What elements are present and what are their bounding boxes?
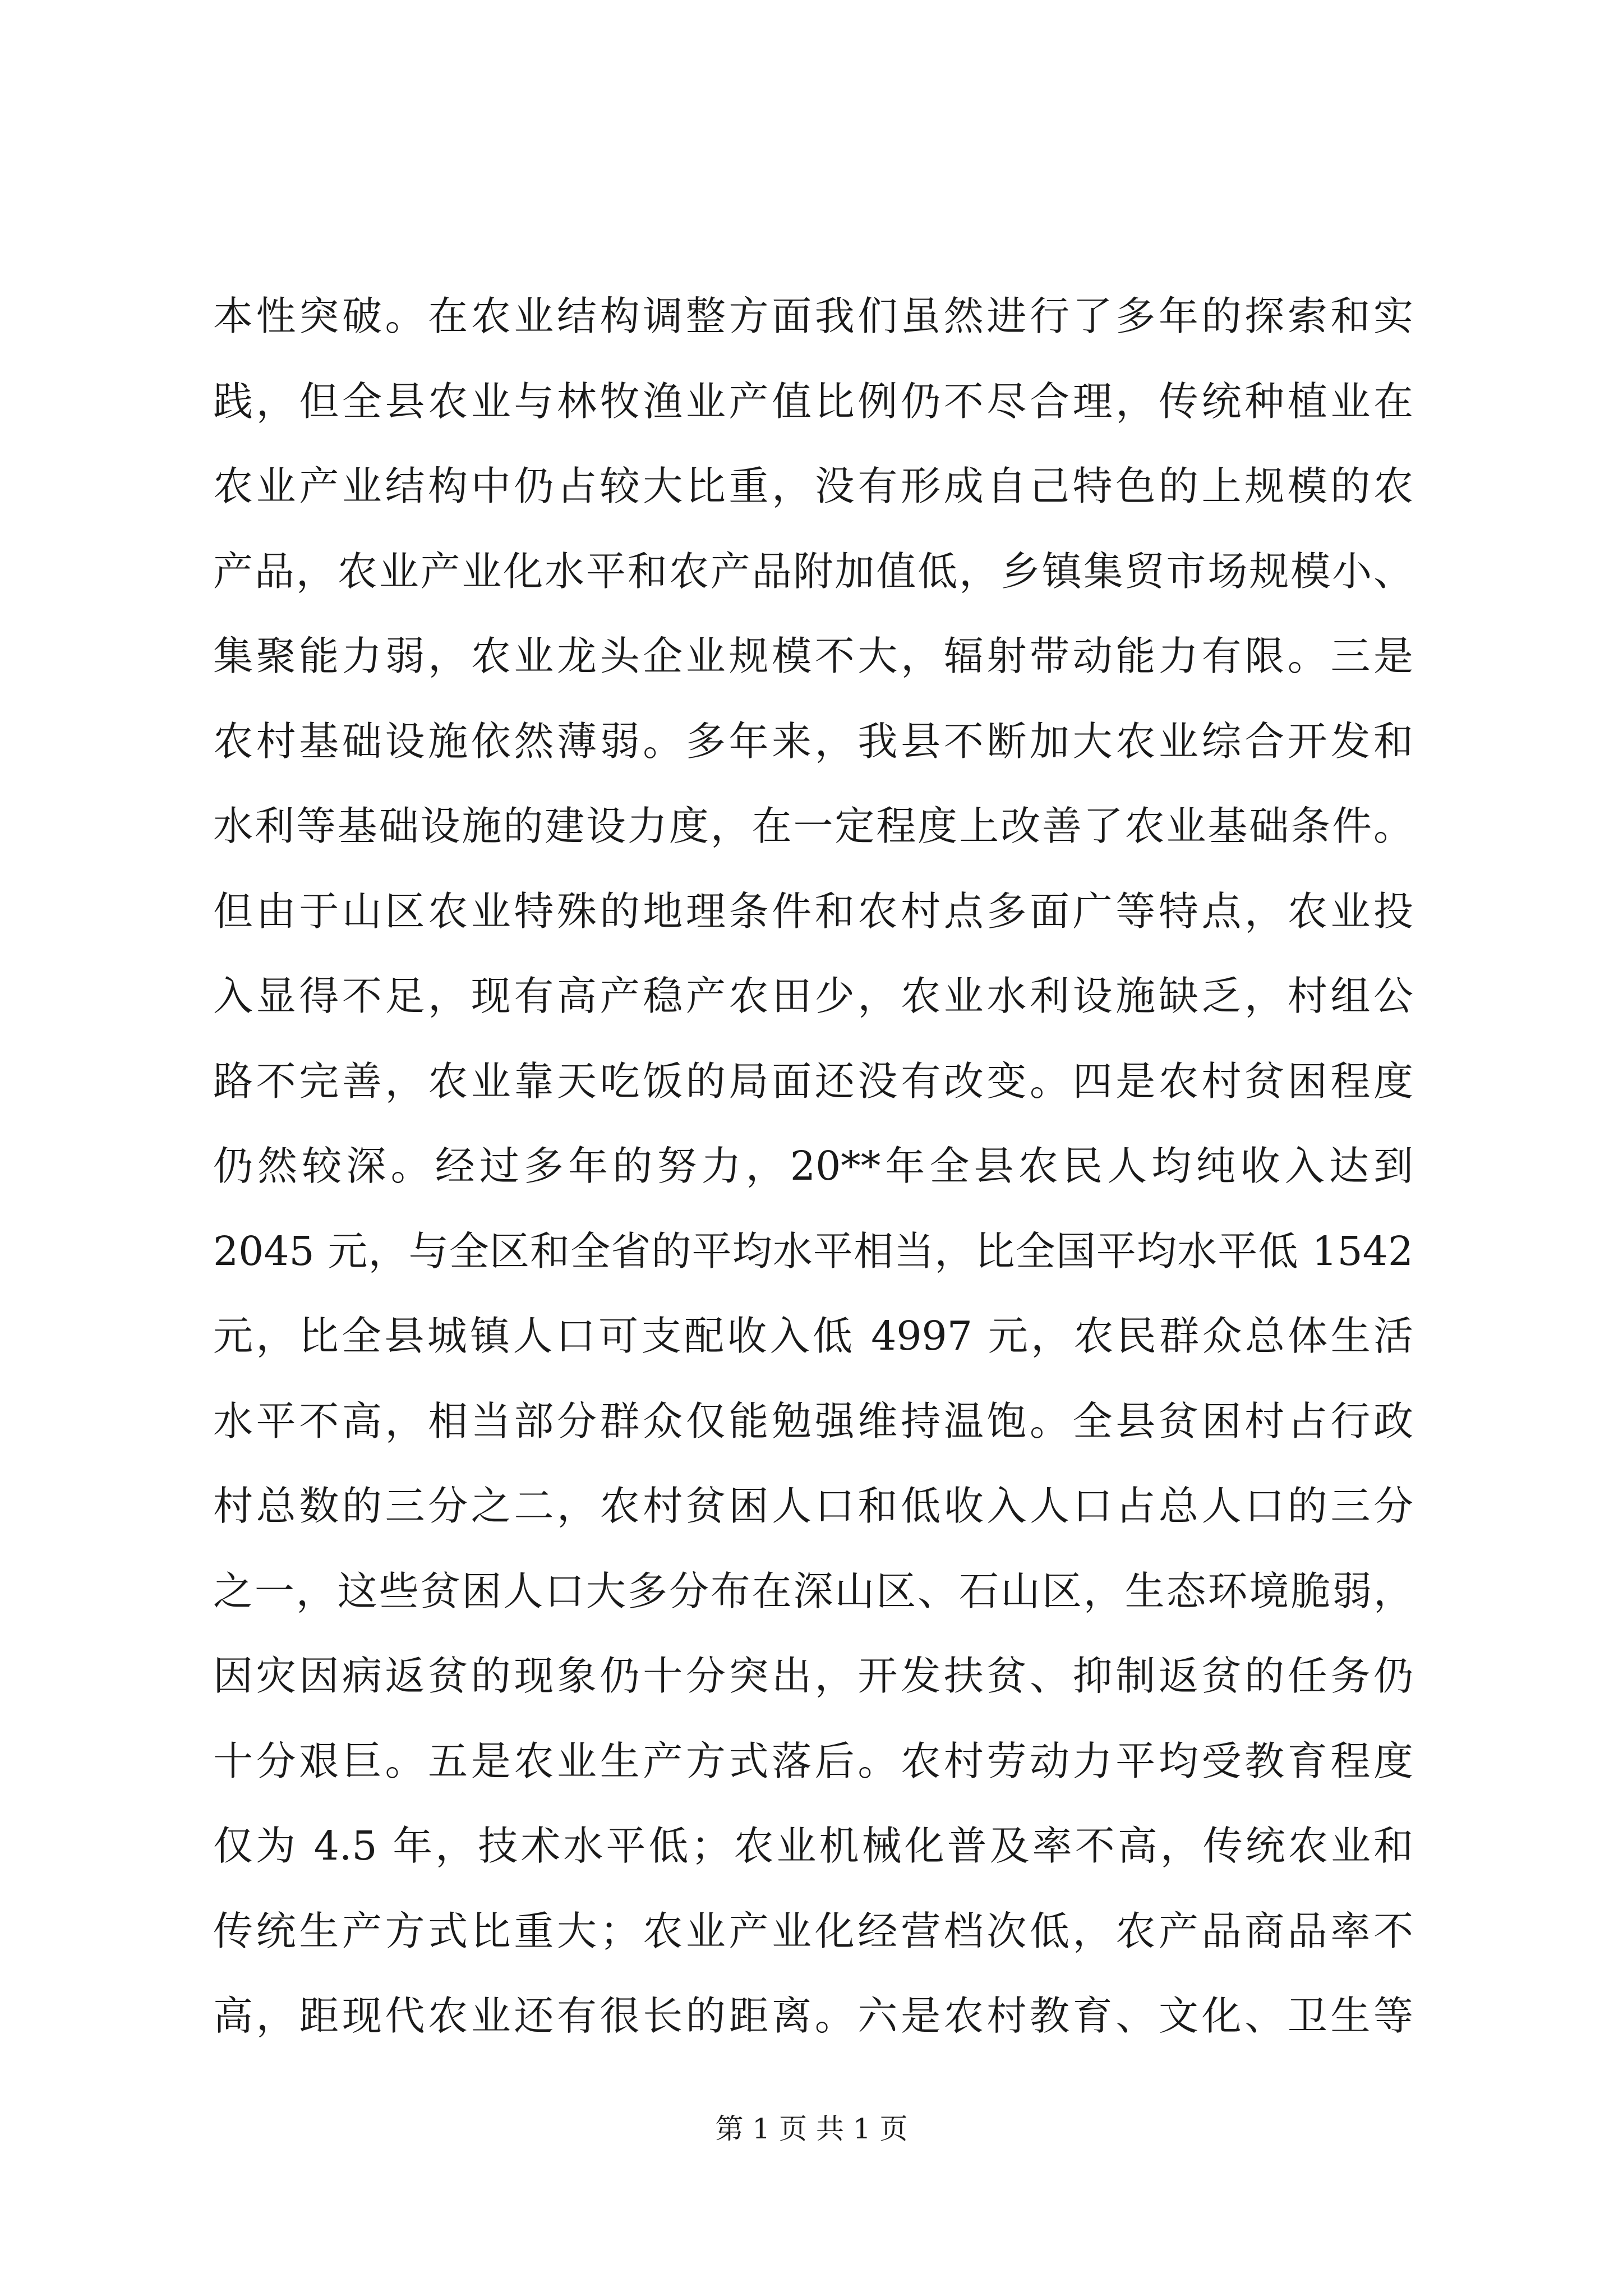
page-footer	[0, 2109, 1623, 2148]
text-line: 路不完善，农业靠天吃饭的局面还没有改变。四是农村贫困程度	[213, 1057, 1413, 1105]
page-number: 第 1 页 共 1 页	[715, 2113, 908, 2145]
text-line: 集聚能力弱，农业龙头企业规模不大，辐射带动能力有限。三是	[213, 633, 1413, 679]
text-line: 但由于山区农业特殊的地理条件和农村点多面广等特点，农业投	[213, 887, 1413, 935]
text-line: 践，但全县农业与林牧渔业产值比例仍不尽合理，传统种植业在	[213, 378, 1413, 425]
body-text	[213, 274, 1413, 2059]
text-line: 仅为 4.5 年，技术水平低；农业机械化普及率不高，传统农业和	[213, 1823, 1413, 1869]
text-line: 农村基础设施依然薄弱。多年来，我县不断加大农业综合开发和	[213, 717, 1413, 765]
text-line: 元，比全县城镇人口可支配收入低 4997 元，农民群众总体生活	[213, 1313, 1413, 1359]
text-line: 仍然较深。经过多年的努力，20**年全县农民人均纯收入达到	[213, 1143, 1413, 1189]
text-line: 2045 元，与全区和全省的平均水平相当，比全国平均水平低 1542	[213, 1227, 1413, 1274]
text-line: 十分艰巨。五是农业生产方式落后。农村劳动力平均受教育程度	[213, 1737, 1413, 1784]
text-line: 产品，农业产业化水平和农产品附加值低，乡镇集贸市场规模小、	[213, 547, 1413, 595]
text-line: 村总数的三分之二，农村贫困人口和低收入人口占总人口的三分	[213, 1483, 1413, 1529]
text-line: 水利等基础设施的建设力度，在一定程度上改善了农业基础条件。	[213, 803, 1413, 849]
text-line: 因灾因病返贫的现象仍十分突出，开发扶贫、抑制返贫的任务仍	[213, 1653, 1413, 1699]
text-line: 水平不高，相当部分群众仅能勉强维持温饱。全县贫困村占行政	[213, 1397, 1413, 1444]
text-line: 入显得不足，现有高产稳产农田少，农业水利设施缺乏，村组公	[213, 973, 1413, 1019]
text-line: 本性突破。在农业结构调整方面我们虽然进行了多年的探索和实	[213, 293, 1413, 339]
text-line: 高，距现代农业还有很长的距离。六是农村教育、文化、卫生等	[213, 1993, 1413, 2039]
text-line: 传统生产方式比重大；农业产业化经营档次低，农产品商品率不	[213, 1907, 1413, 1954]
text-line: 农业产业结构中仍占较大比重，没有形成自己特色的上规模的农	[213, 463, 1413, 509]
text-line: 之一，这些贫困人口大多分布在深山区、石山区，生态环境脆弱，	[213, 1567, 1413, 1614]
